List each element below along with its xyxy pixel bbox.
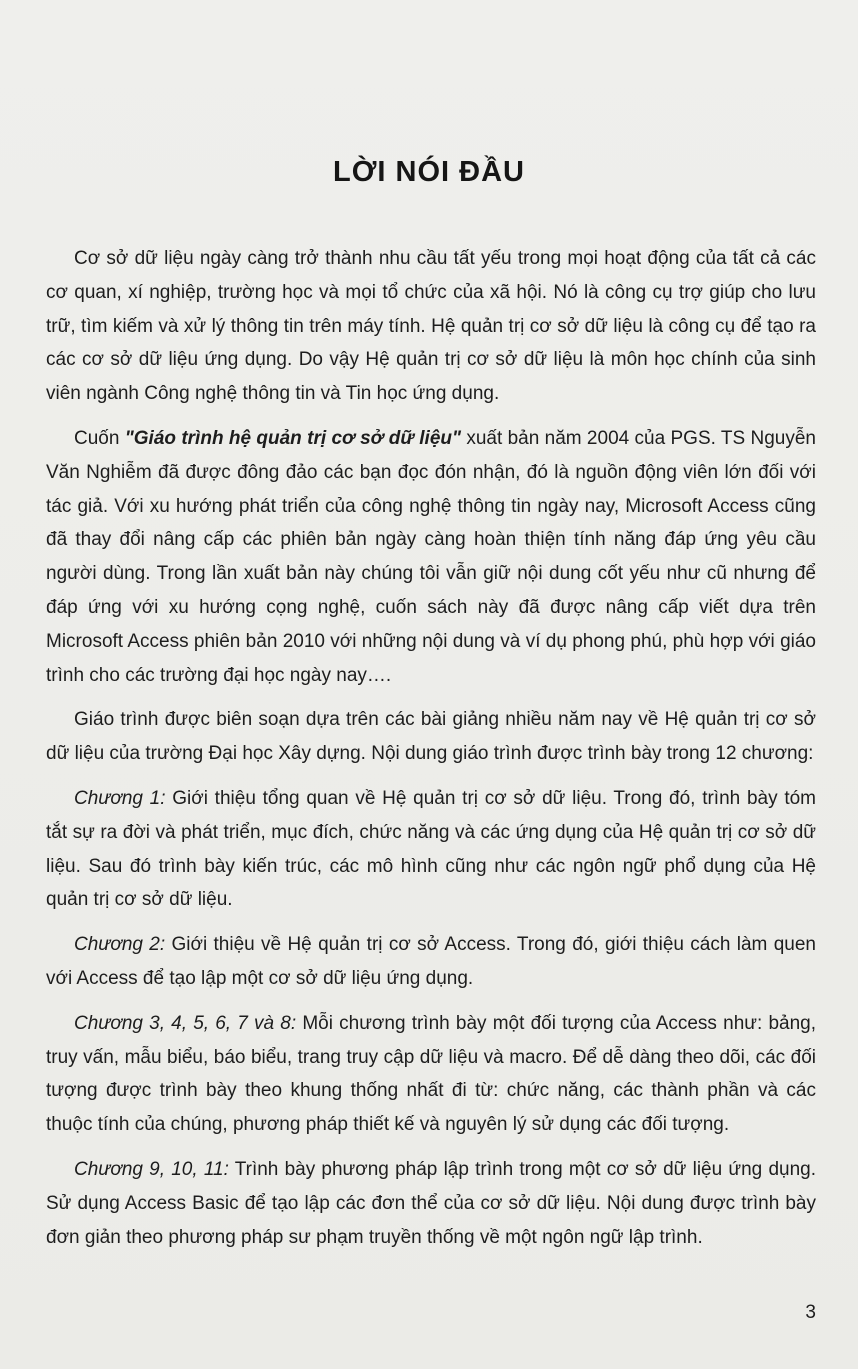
paragraph-chapter-2 bbox=[46, 928, 816, 996]
paragraph-text: Mỗi chương trình bày một đối tượng của Access như: bảng, truy vấn, mẫu biểu, báo biểu, trang truy cập dữ liệu và macro. Để dễ dàng theo dõi, các đối tượng được trình bày theo khung thống nhất đi từ: chức năng, các thành phần và các thuộc tính của chúng, phương pháp thiết kế và nguyên lý sử dụng các đối tượng. bbox=[46, 1012, 816, 1136]
paragraph-text: xuất bản năm 2004 của PGS. TS Nguyễn Văn Nghiễm đã được đông đảo các bạn đọc đón nhận, đó là nguồn động viên lớn đối với tác giả. Với xu hướng phát triển của công nghệ thông tin ngày nay, Microsoft Access cũng đã thay đổi nâng cấp các phiên bản ngày càng hoàn thiện tính năng đáp ứng yêu cầu người dùng. Trong lần xuất bản này chúng tôi vẫn giữ nội dung cốt yếu như cũ nhưng để đáp ứng với xu hướng cọng nghệ, cuốn sách này đã được nâng cấp viết dựa trên Microsoft Access phiên bản 2010 với những nội dung và ví dụ phong phú, phù hợp với giáo trình cho các trường đại học ngày nay…. bbox=[46, 427, 816, 686]
paragraph-chapter-9-11 bbox=[46, 1153, 816, 1254]
paragraph-chapter-3-8 bbox=[46, 1007, 816, 1142]
paragraph-text: Giáo trình được biên soạn dựa trên các bài giảng nhiều năm nay về Hệ quản trị cơ sở dữ liệu của trường Đại học Xây dựng. Nội dung giáo trình được trình bày trong 12 chương: bbox=[46, 709, 816, 765]
paragraph-prefix: Cuốn bbox=[74, 427, 125, 449]
paragraph-text: Giới thiệu về Hệ quản trị cơ sở Access. Trong đó, giới thiệu cách làm quen với Access để tạo lập một cơ sở dữ liệu ứng dụng. bbox=[46, 934, 816, 989]
paragraph-text: Giới thiệu tổng quan về Hệ quản trị cơ sở dữ liệu. Trong đó, trình bày tóm tắt sự ra đời và phát triển, mục đích, chức năng và các ứng dụng của Hệ quản trị cơ sở dữ liệu. Sau đó trình bày kiến trúc, các mô hình cũng như các ngôn ngữ phổ dụng của Hệ quản trị cơ sở dữ liệu. bbox=[46, 787, 816, 911]
chapter-label: Chương 9, 10, 11: bbox=[74, 1158, 229, 1180]
paragraph-structure bbox=[46, 703, 816, 771]
chapter-label: Chương 2: bbox=[74, 934, 166, 956]
body-text bbox=[46, 242, 816, 1265]
chapter-label: Chương 3, 4, 5, 6, 7 và 8: bbox=[74, 1012, 297, 1034]
page-title: LỜI NÓI ĐẦU bbox=[332, 156, 525, 188]
chapter-label: Chương 1: bbox=[74, 787, 166, 809]
book-title: "Giáo trình hệ quản trị cơ sở dữ liệu" bbox=[124, 427, 462, 449]
paragraph-text: Cơ sở dữ liệu ngày càng trở thành nhu cầu tất yếu trong mọi hoạt động của tất cả các cơ quan, xí nghiệp, trường học và mọi tổ chức của xã hội. Nó là công cụ trợ giúp cho lưu trữ, tìm kiếm và xử lý thông tin trên máy tính. Hệ quản trị cơ sở dữ liệu là công cụ để tạo ra các cơ sở dữ liệu ứng dụng. Do vậy Hệ quản trị cơ sở dữ liệu là môn học chính của sinh viên ngành Công nghệ thông tin và Tin học ứng dụng. bbox=[46, 248, 816, 405]
paragraph-intro bbox=[46, 242, 816, 411]
paragraph-book bbox=[46, 422, 816, 692]
paragraph-text: Trình bày phương pháp lập trình trong một cơ sở dữ liệu ứng dụng. Sử dụng Access Basic để tạo lập các đơn thể của cơ sở dữ liệu. Nội dung được trình bày đơn giản theo phương pháp sư phạm truyền thống về một ngôn ngữ lập trình. bbox=[46, 1158, 817, 1248]
page-number: 3 bbox=[805, 1302, 816, 1323]
paragraph-chapter-1 bbox=[46, 782, 816, 917]
